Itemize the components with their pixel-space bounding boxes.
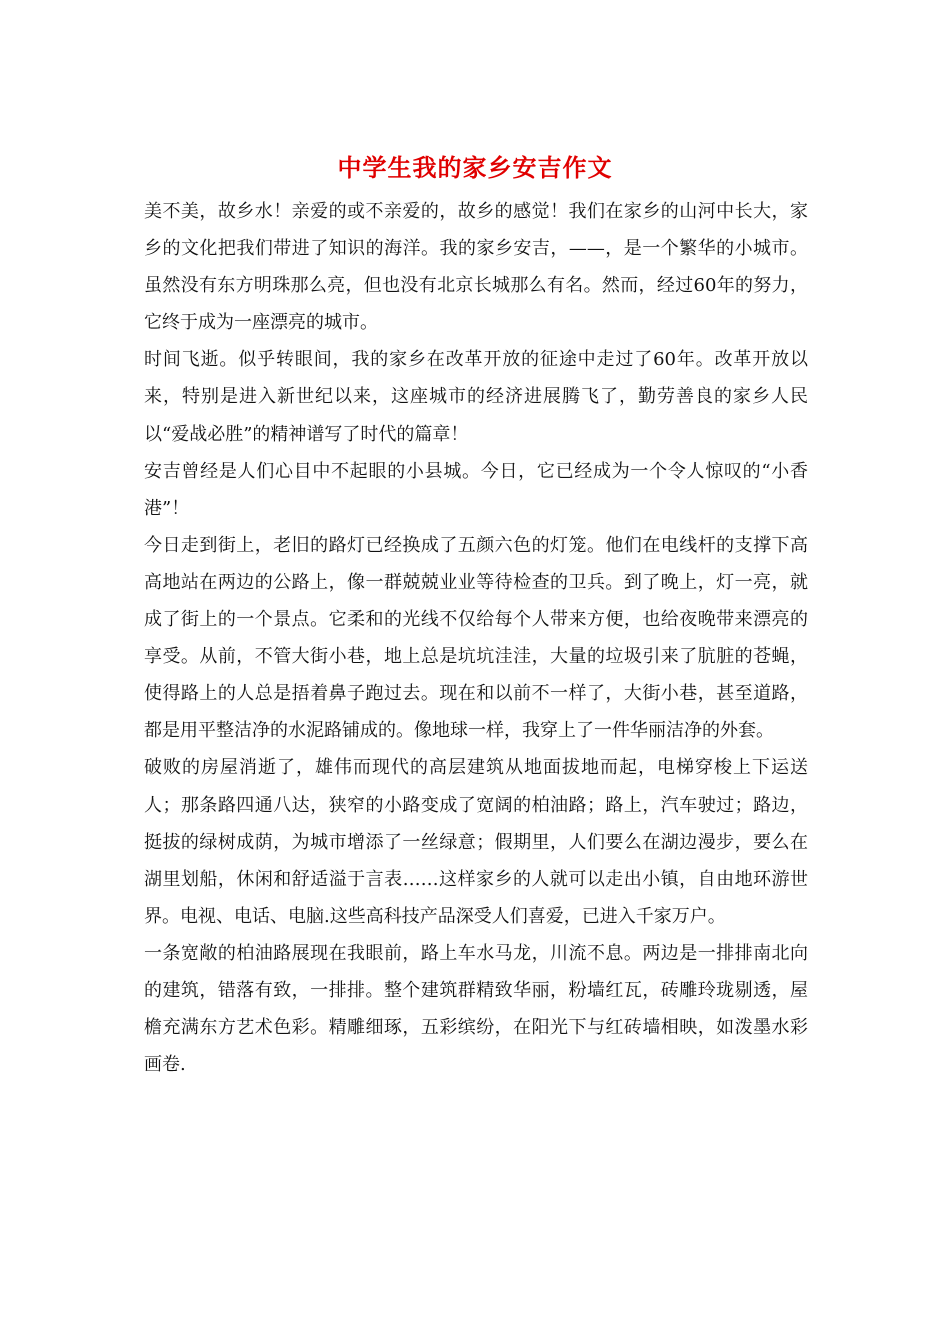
- paragraph-5: 破败的房屋消逝了，雄伟而现代的高层建筑从地面拔地而起，电梯穿梭上下运送人；那条路四通八达，狭窄的小路变成了宽阔的柏油路；路上，汽车驶过；路边，挺拔的绿树成荫，为城市增添了一丝绿意；假期里，人们要么在湖边漫步，要么在湖里划船，休闲和舒适溢于言表……这样家乡的人就可以走出小镇，自由地环游世界。电视、电话、电脑.这些高科技产品深受人们喜爱，已进入千家万户。: [144, 757, 808, 927]
- paragraph-3: 安吉曾经是人们心目中不起眼的小县城。今日，它已经成为一个令人惊叹的“小香港”！: [144, 460, 808, 519]
- paragraph-1: 美不美，故乡水！亲爱的或不亲爱的，故乡的感觉！我们在家乡的山河中长大，家乡的文化把我们带进了知识的海洋。我的家乡安吉，——，是一个繁华的小城市。虽然没有东方明珠那么亮，但也没有北京长城那么有名。然而，经过60年的努力，它终于成为一座漂亮的城市。: [144, 201, 808, 334]
- paragraph-4: 今日走到街上，老旧的路灯已经换成了五颜六色的灯笼。他们在电线杆的支撑下高高地站在两边的公路上，像一群兢兢业业等待检查的卫兵。到了晚上，灯一亮，就成了街上的一个景点。它柔和的光线不仅给每个人带来方便，也给夜晚带来漂亮的享受。从前，不管大街小巷，地上总是坑坑洼洼，大量的垃圾引来了肮脏的苍蝇，使得路上的人总是捂着鼻子跑过去。现在和以前不一样了，大街小巷，甚至道路，都是用平整洁净的水泥路铺成的。像地球一样，我穿上了一件华丽洁净的外套。: [144, 534, 808, 742]
- paragraph-6: 一条宽敞的柏油路展现在我眼前，路上车水马龙，川流不息。两边是一排排南北向的建筑，错落有致，一排排。整个建筑群精致华丽，粉墙红瓦，砖雕玲珑剔透，屋檐充满东方艺术色彩。精雕细琢，五彩缤纷，在阳光下与红砖墙相映，如泼墨水彩画卷.: [144, 942, 808, 1076]
- paragraph-2: 时间飞逝。似乎转眼间，我的家乡在改革开放的征途中走过了60年。改革开放以来，特别是进入新世纪以来，这座城市的经济进展腾飞了，勤劳善良的家乡人民以“爱战必胜”的精神谱写了时代的篇章！: [144, 349, 808, 445]
- document-title: 中学生我的家乡安吉作文: [337, 153, 613, 182]
- document-body: [144, 193, 808, 1083]
